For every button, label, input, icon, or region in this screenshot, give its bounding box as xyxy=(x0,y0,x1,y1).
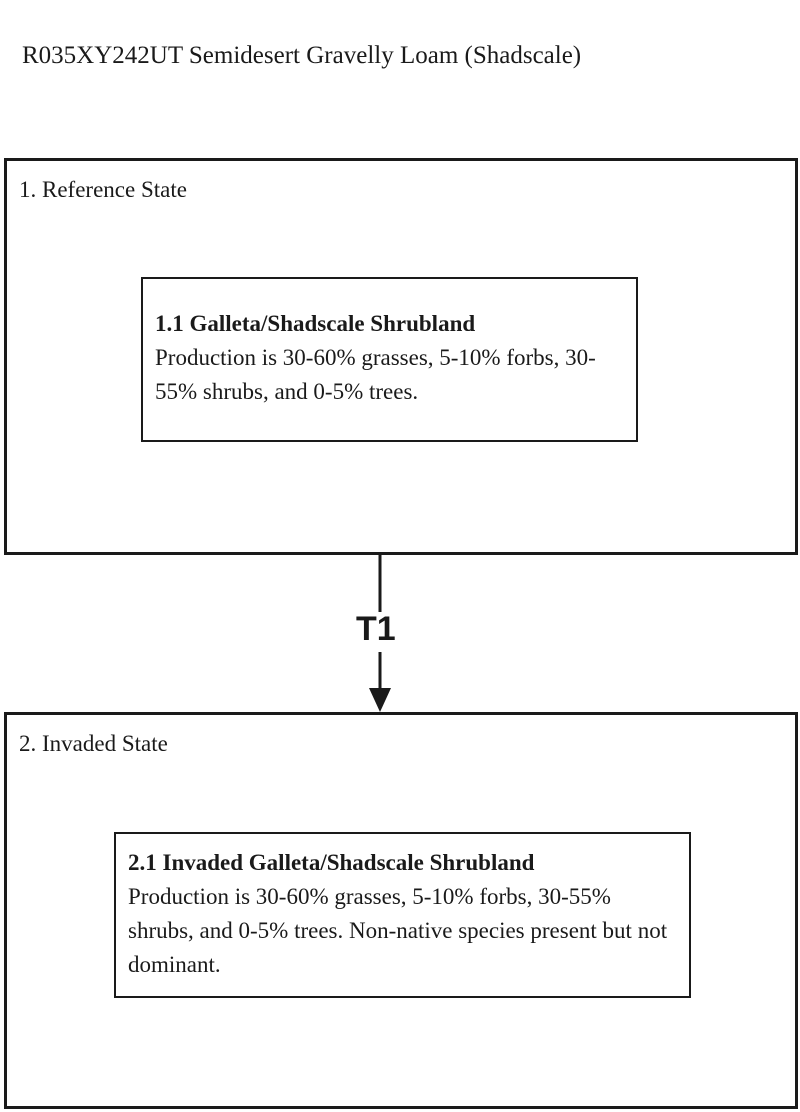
community-2-1-box xyxy=(114,832,691,998)
community-2-1-description: Production is 30-60% grasses, 5-10% forbs, 30-55% shrubs, and 0-5% trees. Non-native species present but not dominant. xyxy=(128,884,668,977)
diagram-title: R035XY242UT Semidesert Gravelly Loam (Shadscale) xyxy=(22,42,582,69)
community-1-1-description: Production is 30-60% grasses, 5-10% forbs, 30-55% shrubs, and 0-5% trees. xyxy=(155,345,596,404)
community-2-1-title: 2.1 Invaded Galleta/Shadscale Shrubland xyxy=(128,850,535,875)
invaded-state-box xyxy=(4,712,798,1109)
reference-state-label: 1. Reference State xyxy=(19,177,187,202)
invaded-state-label: 2. Invaded State xyxy=(19,731,168,756)
transition-t1-label: T1 xyxy=(356,610,396,648)
transition-t1-arrowhead xyxy=(369,688,391,712)
community-1-1-title: 1.1 Galleta/Shadscale Shrubland xyxy=(155,311,476,336)
